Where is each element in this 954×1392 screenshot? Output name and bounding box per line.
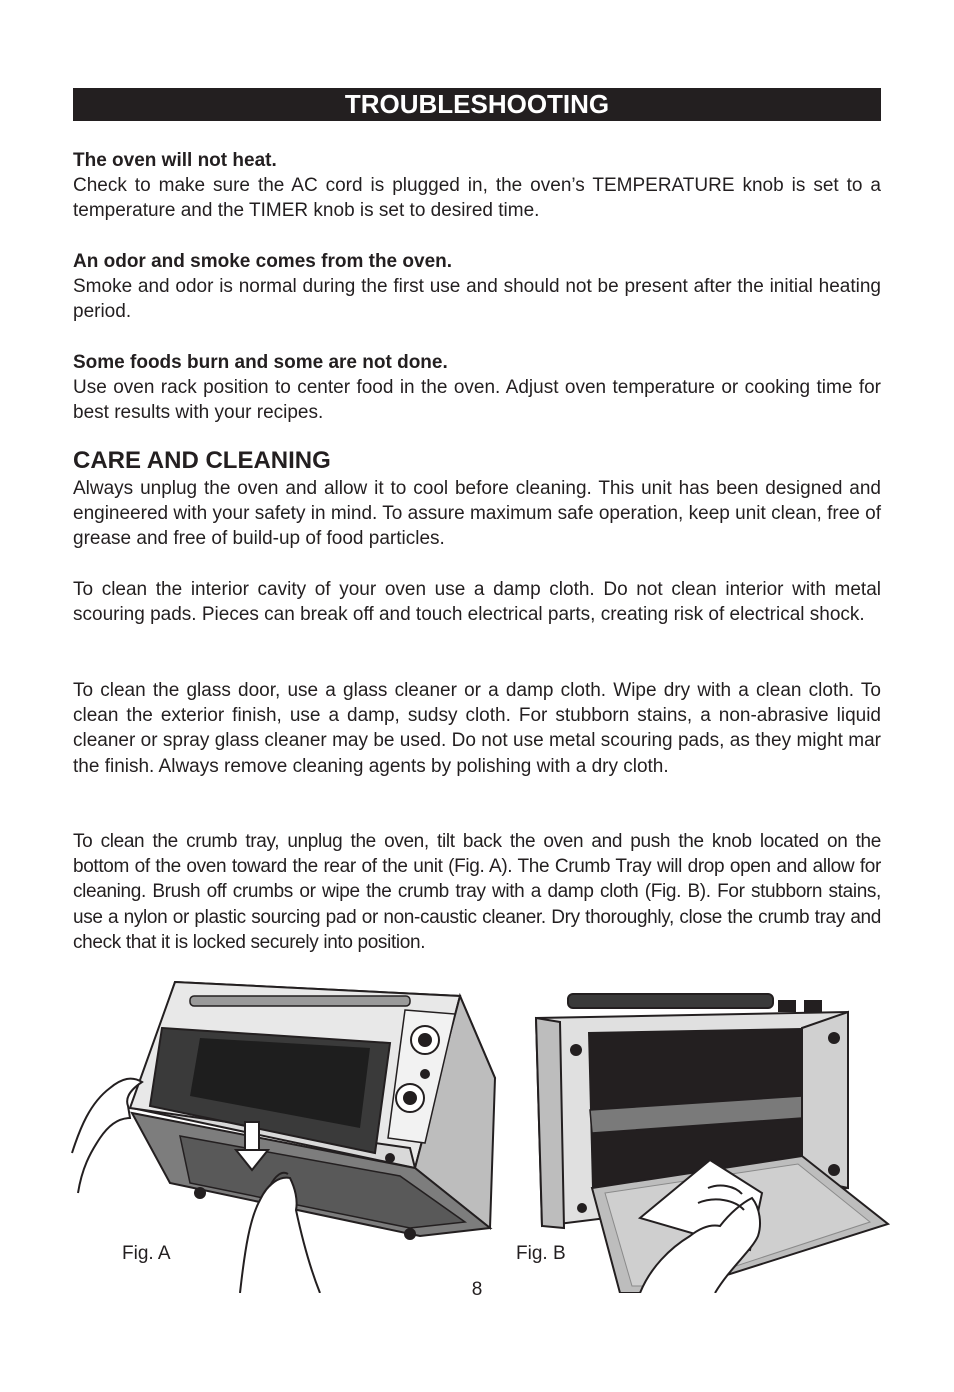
trouble-text-3: Use oven rack position to center food in the oven. Adjust oven temperature or cooking time for best results with your recipes. bbox=[73, 377, 881, 424]
care-paragraph-1 bbox=[73, 476, 881, 552]
care-paragraph-3 bbox=[73, 678, 881, 779]
page-number: 8 bbox=[471, 1279, 483, 1300]
trouble-heading-2: An odor and smoke comes from the oven. bbox=[73, 251, 453, 272]
care-title: CARE AND CLEANING bbox=[73, 447, 331, 474]
trouble-heading-3: Some foods burn and some are not done. bbox=[73, 352, 448, 373]
care-text-1: Always unplug the oven and allow it to cool before cleaning. This unit has been designed and engineered with your safety in mind. To assure maximum safe operation, keep unit clean, free of grease and free of build-up of food particles. bbox=[73, 478, 881, 550]
trouble-text-1: Check to make sure the AC cord is plugged in, the oven’s TEMPERATURE knob is set to a temperature and the TIMER knob is set to desired time. bbox=[73, 175, 881, 222]
trouble-text-2: Smoke and odor is normal during the first use and should not be present after the initial heating period. bbox=[73, 276, 881, 323]
care-text-3: To clean the glass door, use a glass cleaner or a damp cloth. Wipe dry with a clean cloth. To clean the exterior finish, use a damp, sudsy cloth. For stubborn stains, a non-abrasive liquid cleaner or spray glass cleaner may be used. Do not use metal scouring pads, as they might mar the finish. Always remove cleaning agents by polishing with a dry cloth. bbox=[73, 680, 881, 777]
figure-b-illustration bbox=[530, 988, 890, 1293]
fig-b-label: Fig. B bbox=[516, 1243, 566, 1264]
care-text-2: To clean the interior cavity of your oven use a damp cloth. Do not clean interior with metal scouring pads. Pieces can break off and touch electrical parts, creating risk of electrical shock. bbox=[73, 579, 881, 626]
care-paragraph-4 bbox=[73, 829, 881, 955]
troubleshooting-title: TROUBLESHOOTING bbox=[73, 88, 881, 121]
care-paragraph-2 bbox=[73, 577, 881, 627]
trouble-item-1 bbox=[73, 148, 881, 224]
care-text-4: To clean the crumb tray, unplug the oven, tilt back the oven and push the knob located on the bottom of the oven toward the rear of the unit (Fig. A). The Crumb Tray will drop open and allow for cleaning. Brush off crumbs or wipe the crumb tray with a damp cloth (Fig. B). For stubborn stains, use a nylon or plastic sourcing pad or non-caustic cleaner. Dry thoroughly, close the crumb tray and check that it is locked securely into position. bbox=[73, 831, 881, 953]
trouble-item-2 bbox=[73, 249, 881, 325]
trouble-item-3 bbox=[73, 350, 881, 426]
fig-a-label: Fig. A bbox=[122, 1243, 171, 1264]
trouble-heading-1: The oven will not heat. bbox=[73, 150, 277, 171]
